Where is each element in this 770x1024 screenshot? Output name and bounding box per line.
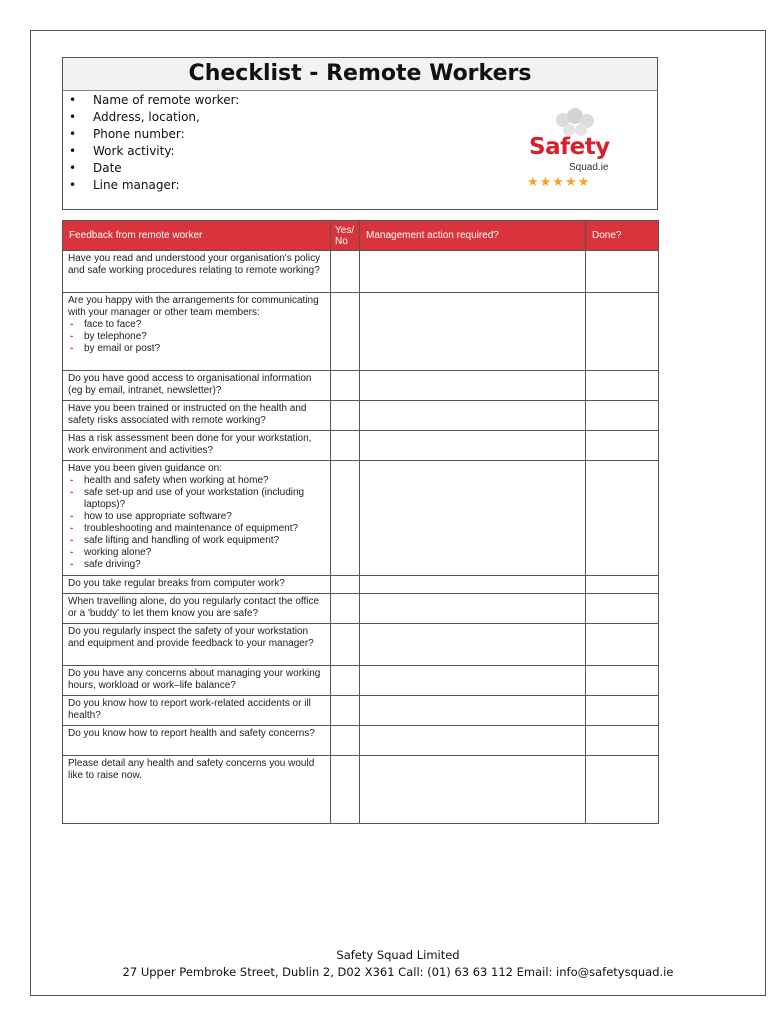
done-cell[interactable] <box>586 594 659 624</box>
yes-no-cell[interactable] <box>331 666 360 696</box>
sublist-item: - by telephone? <box>68 331 325 343</box>
yes-no-cell[interactable] <box>331 726 360 756</box>
done-cell[interactable] <box>586 696 659 726</box>
management-action-cell[interactable] <box>360 461 586 576</box>
question-text: Do you have good access to organisational information (eg by email, intranet, newsletter)? <box>68 373 312 396</box>
question-text: Do you know how to report health and safety concerns? <box>68 728 315 739</box>
yes-no-cell[interactable] <box>331 756 360 824</box>
management-action-cell[interactable] <box>360 756 586 824</box>
table-row <box>63 251 659 293</box>
question-text: Has a risk assessment been done for your workstation, work environment and activities? <box>68 433 312 456</box>
question-cell <box>63 251 331 293</box>
done-cell[interactable] <box>586 624 659 666</box>
sublist-item: - how to use appropriate software? <box>68 511 325 523</box>
header-box <box>62 57 658 210</box>
question-text: Are you happy with the arrangements for communicating with your manager or other team members: <box>68 295 319 318</box>
table-row <box>63 461 659 576</box>
done-cell[interactable] <box>586 666 659 696</box>
question-sublist <box>68 475 325 571</box>
management-action-cell[interactable] <box>360 431 586 461</box>
header-management-action: Management action required? <box>360 221 586 251</box>
table-row <box>63 431 659 461</box>
sublist-item: - safe driving? <box>68 559 325 571</box>
question-text: Do you know how to report work-related accidents or ill health? <box>68 698 311 721</box>
table-row <box>63 624 659 666</box>
question-text: When travelling alone, do you regularly contact the office or a 'buddy' to let them know you are safe? <box>68 596 320 619</box>
table-row <box>63 293 659 371</box>
done-cell[interactable] <box>586 401 659 431</box>
management-action-cell[interactable] <box>360 696 586 726</box>
question-text: Have you been given guidance on: <box>68 463 223 474</box>
logo-wordmark: Safety <box>529 134 610 160</box>
table-row <box>63 576 659 594</box>
sublist-item: - working alone? <box>68 547 325 559</box>
question-cell <box>63 576 331 594</box>
question-text: Have you been trained or instructed on the health and safety risks associated with remote working? <box>68 403 307 426</box>
done-cell[interactable] <box>586 726 659 756</box>
question-text: Do you regularly inspect the safety of your workstation and equipment and provide feedback to your manager? <box>68 626 314 649</box>
done-cell[interactable] <box>586 576 659 594</box>
table-row <box>63 756 659 824</box>
sublist-item: - safe set-up and use of your workstation (including laptops)? <box>68 487 325 511</box>
yes-no-cell[interactable] <box>331 401 360 431</box>
sublist-item: - face to face? <box>68 319 325 331</box>
yes-no-cell[interactable] <box>331 624 360 666</box>
question-cell <box>63 431 331 461</box>
question-cell <box>63 666 331 696</box>
logo-stars-icon: ★★★★★ <box>527 174 591 189</box>
done-cell[interactable] <box>586 293 659 371</box>
table-row <box>63 696 659 726</box>
yes-no-cell[interactable] <box>331 251 360 293</box>
table-header-row <box>63 221 659 251</box>
field-line-manager: • Line manager: <box>63 177 239 194</box>
yes-no-cell[interactable] <box>331 431 360 461</box>
question-cell <box>63 726 331 756</box>
footer-address: 27 Upper Pembroke Street, Dublin 2, D02 X361 Call: (01) 63 63 112 Email: info@safetysquad.ie <box>122 965 674 979</box>
table-row <box>63 666 659 696</box>
logo-subtext: Squad.ie <box>569 162 609 173</box>
management-action-cell[interactable] <box>360 594 586 624</box>
header-done: Done? <box>586 221 659 251</box>
field-phone: • Phone number: <box>63 126 239 143</box>
yes-no-cell[interactable] <box>331 696 360 726</box>
footer-company: Safety Squad Limited <box>336 948 460 962</box>
field-work-activity: • Work activity: <box>63 143 239 160</box>
header-yes-no: Yes/ No <box>331 221 360 251</box>
question-cell <box>63 401 331 431</box>
table-row <box>63 726 659 756</box>
done-cell[interactable] <box>586 431 659 461</box>
management-action-cell[interactable] <box>360 401 586 431</box>
done-cell[interactable] <box>586 461 659 576</box>
sublist-item: - health and safety when working at home? <box>68 475 325 487</box>
field-name: • Name of remote worker: <box>63 92 239 109</box>
question-cell <box>63 594 331 624</box>
yes-no-cell[interactable] <box>331 293 360 371</box>
management-action-cell[interactable] <box>360 726 586 756</box>
question-sublist <box>68 319 325 355</box>
management-action-cell[interactable] <box>360 293 586 371</box>
field-date: • Date <box>63 160 239 177</box>
question-cell <box>63 756 331 824</box>
sublist-item: - troubleshooting and maintenance of equipment? <box>68 523 325 535</box>
question-text: Do you have any concerns about managing your working hours, workload or work–life balance? <box>68 668 321 691</box>
done-cell[interactable] <box>586 371 659 401</box>
question-text: Have you read and understood your organisation's policy and safe working procedures relating to remote working? <box>68 253 321 276</box>
management-action-cell[interactable] <box>360 371 586 401</box>
question-text: Do you take regular breaks from computer work? <box>68 578 285 589</box>
question-cell <box>63 461 331 576</box>
page-title: Checklist - Remote Workers <box>63 58 657 91</box>
table-row <box>63 401 659 431</box>
done-cell[interactable] <box>586 251 659 293</box>
question-cell <box>63 624 331 666</box>
safety-squad-logo <box>525 108 617 192</box>
table-row <box>63 594 659 624</box>
management-action-cell[interactable] <box>360 624 586 666</box>
question-cell <box>63 371 331 401</box>
header-feedback: Feedback from remote worker <box>63 221 331 251</box>
management-action-cell[interactable] <box>360 576 586 594</box>
sublist-item: - by email or post? <box>68 343 325 355</box>
yes-no-cell[interactable] <box>331 594 360 624</box>
management-action-cell[interactable] <box>360 251 586 293</box>
sublist-item: - safe lifting and handling of work equipment? <box>68 535 325 547</box>
question-cell <box>63 293 331 371</box>
table-row <box>63 371 659 401</box>
management-action-cell[interactable] <box>360 666 586 696</box>
yes-no-cell[interactable] <box>331 576 360 594</box>
done-cell[interactable] <box>586 756 659 824</box>
question-cell <box>63 696 331 726</box>
field-address: • Address, location, <box>63 109 239 126</box>
checklist-table <box>62 220 659 824</box>
field-list <box>63 92 239 194</box>
table-body <box>63 251 659 824</box>
yes-no-cell[interactable] <box>331 371 360 401</box>
question-text: Please detail any health and safety concerns you would like to raise now. <box>68 758 315 781</box>
yes-no-cell[interactable] <box>331 461 360 576</box>
